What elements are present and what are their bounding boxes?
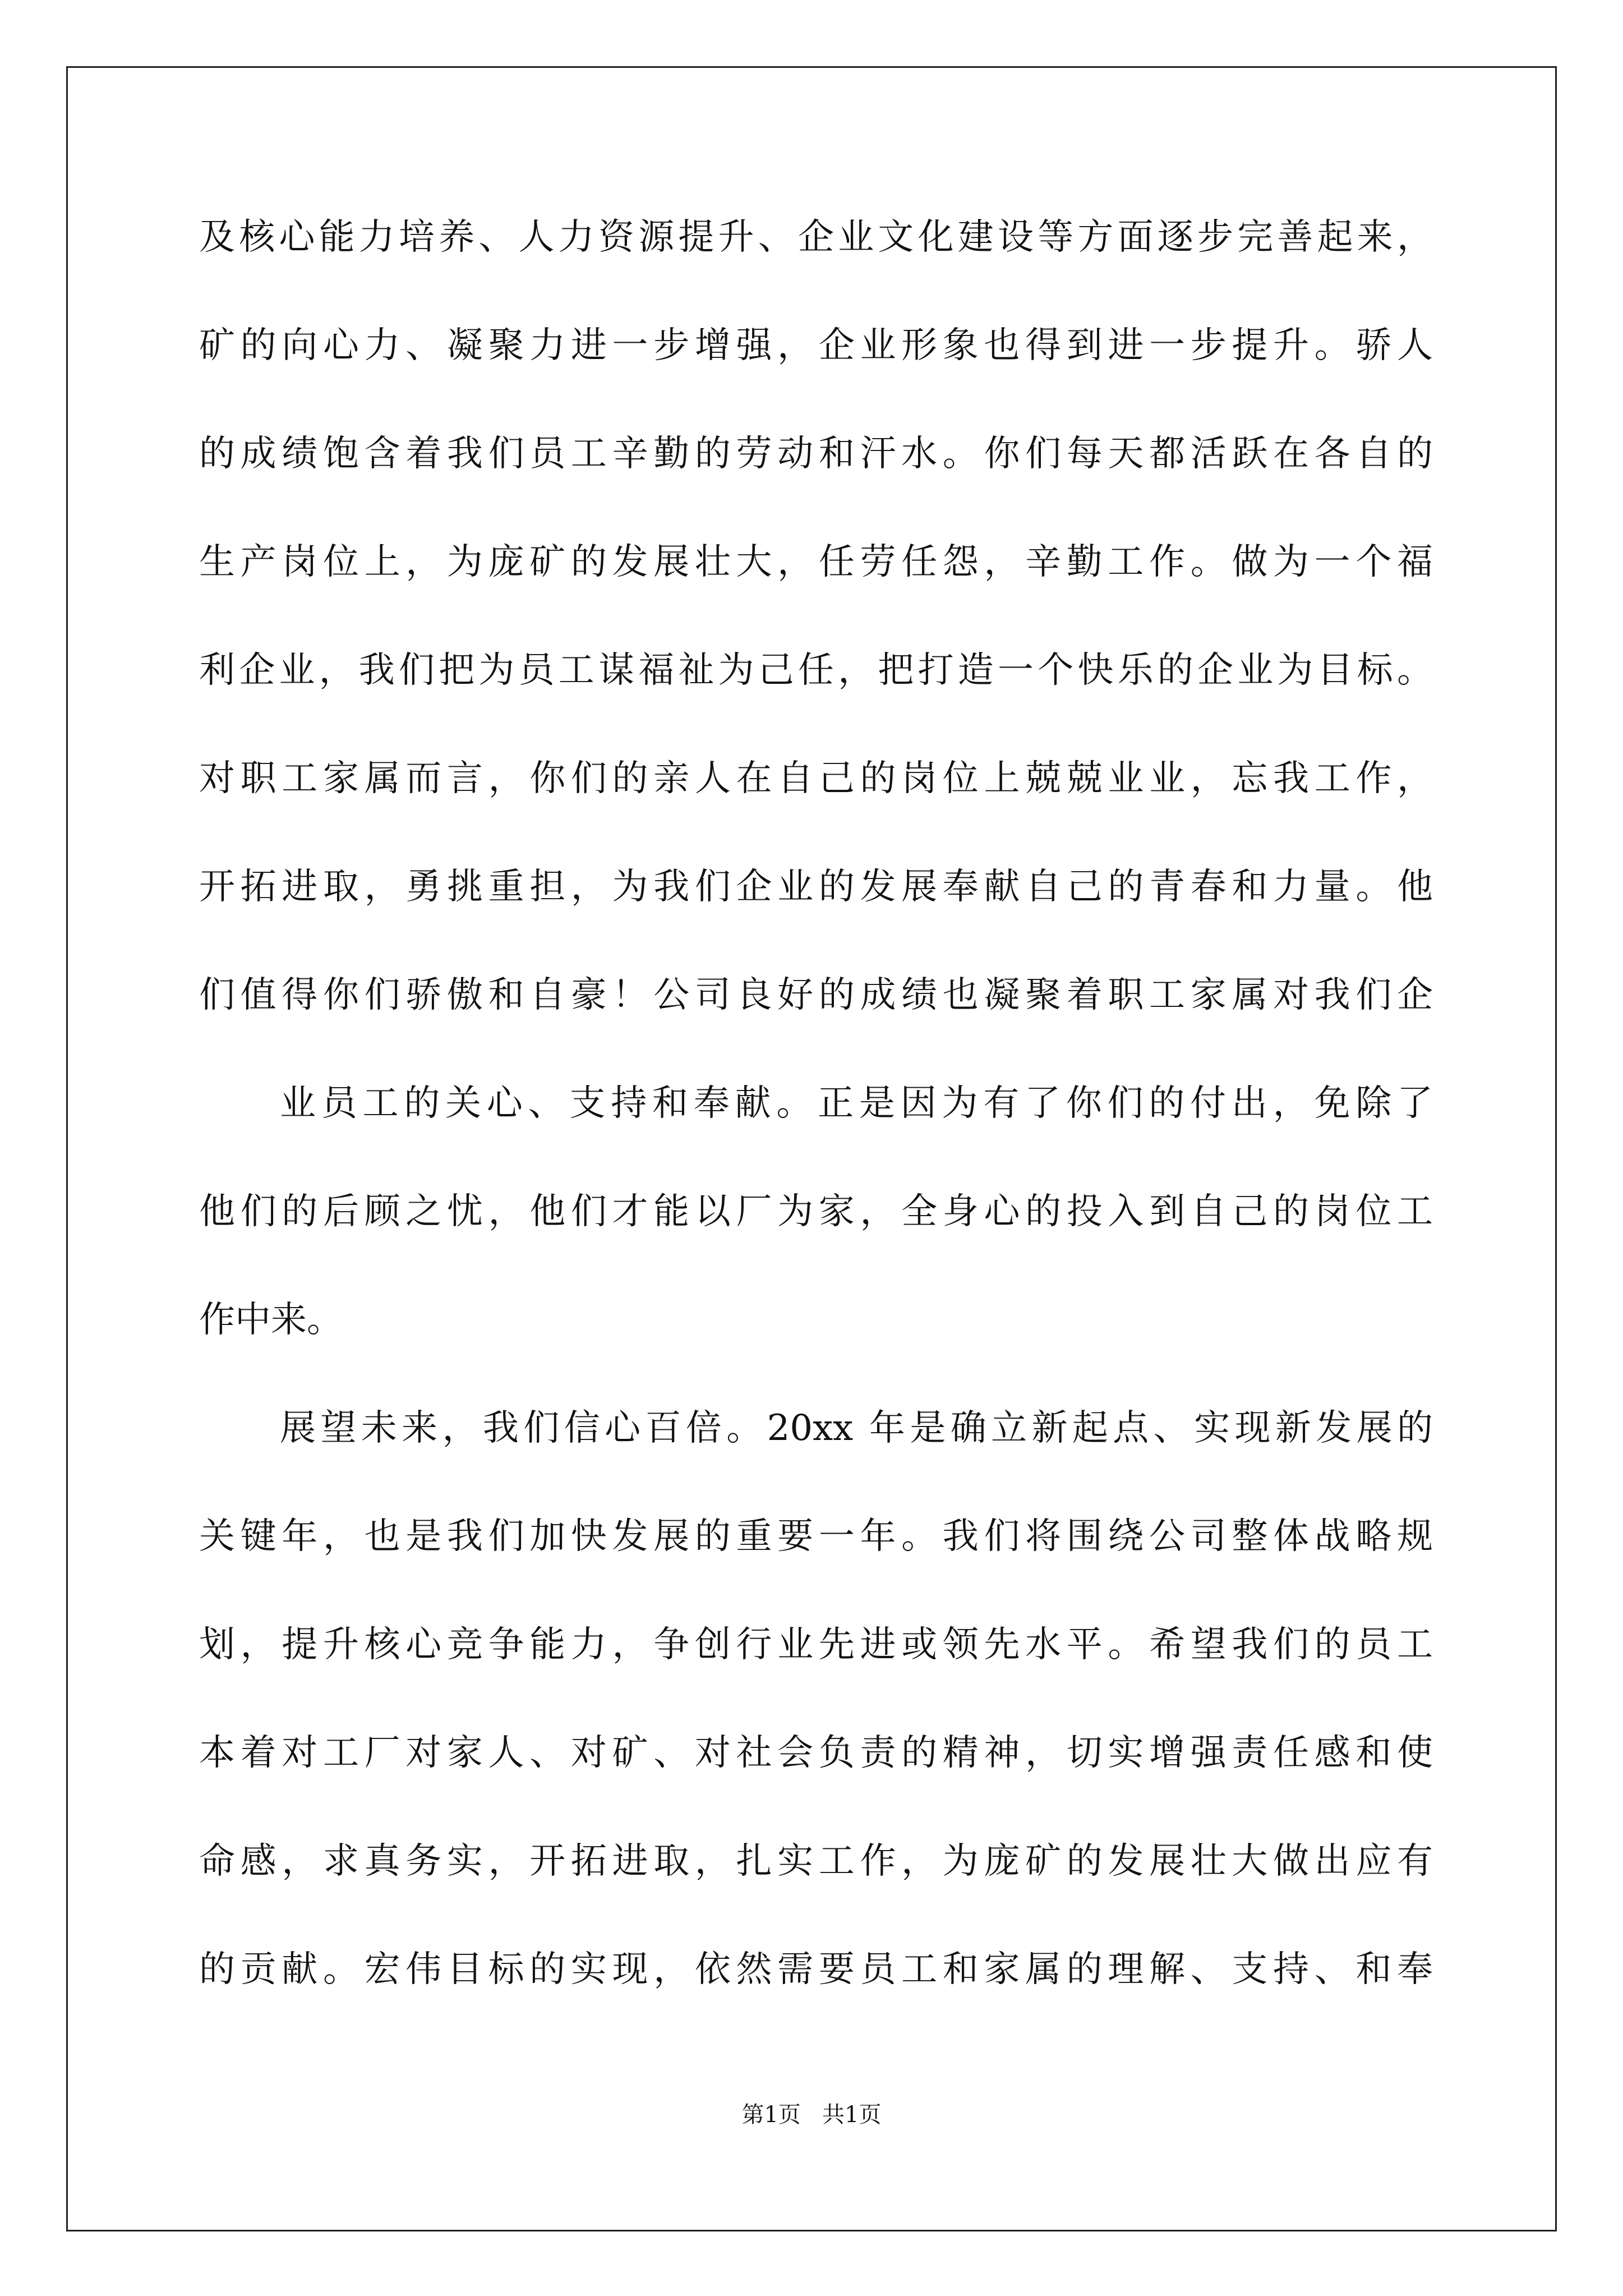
page-number: 第1页 共1页 <box>741 2102 882 2128</box>
text-line: 的成绩饱含着我们员工辛勤的劳动和汗水。你们每天都活跃在各自的 <box>199 433 1433 475</box>
text-line: 生产岗位上，为庞矿的发展壮大，任劳任怨，辛勤工作。做为一个福 <box>199 541 1433 583</box>
page-border <box>66 66 1557 2231</box>
text-line: 命感，求真务实，开拓进取，扎实工作，为庞矿的发展壮大做出应有 <box>199 1841 1433 1882</box>
text-line: 他们的后顾之忧，他们才能以厂为家，全身心的投入到自己的岗位工 <box>199 1191 1433 1232</box>
text-line: 的贡献。宏伟目标的实现，依然需要员工和家属的理解、支持、和奉 <box>199 1949 1433 1990</box>
text-line: 开拓进取，勇挑重担，为我们企业的发展奉献自己的青春和力量。他 <box>199 866 1433 908</box>
text-line: 及核心能力培养、人力资源提升、企业文化建设等方面逐步完善起来， <box>199 217 1433 258</box>
text-line: 对职工家属而言，你们的亲人在自己的岗位上兢兢业业，忘我工作， <box>199 758 1433 799</box>
text-line: 展望未来，我们信心百倍。20xx 年是确立新起点、实现新发展的 <box>280 1407 1433 1449</box>
text-line: 们值得你们骄傲和自豪！公司良好的成绩也凝聚着职工家属对我们企 <box>199 974 1433 1016</box>
text-line: 本着对工厂对家人、对矿、对社会负责的精神，切实增强责任感和使 <box>199 1732 1433 1774</box>
text-line: 关键年，也是我们加快发展的重要一年。我们将围绕公司整体战略规 <box>199 1516 1433 1557</box>
text-line: 矿的向心力、凝聚力进一步增强，企业形象也得到进一步提升。骄人 <box>199 325 1433 366</box>
text-line: 利企业，我们把为员工谋福祉为己任，把打造一个快乐的企业为目标。 <box>199 650 1433 691</box>
page-footer <box>0 2098 1623 2132</box>
text-line: 业员工的关心、支持和奉献。正是因为有了你们的付出，免除了 <box>280 1083 1433 1124</box>
text-line: 划，提升核心竞争能力，争创行业先进或领先水平。希望我们的员工 <box>199 1624 1433 1665</box>
text-line: 作中来。 <box>199 1299 343 1341</box>
